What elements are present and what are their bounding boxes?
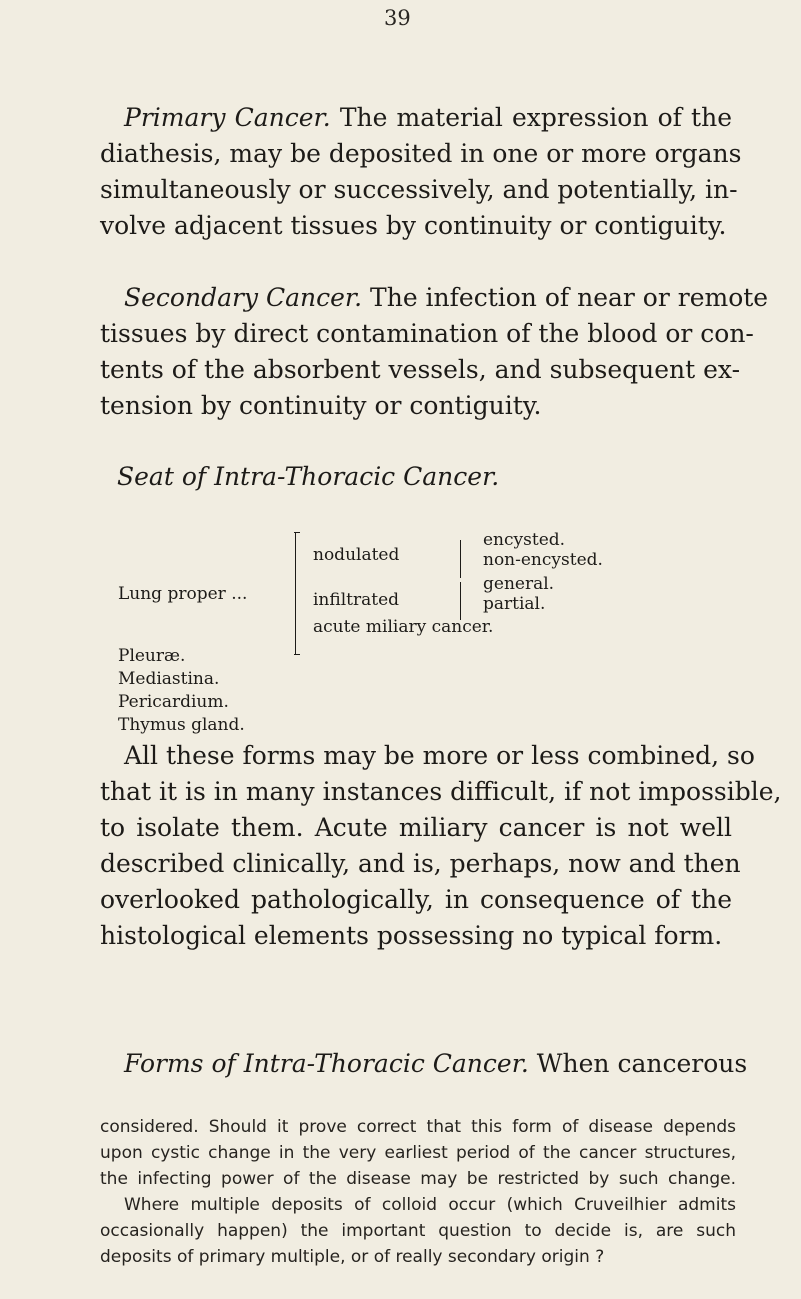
non-encysted-label: non-encysted. [483, 550, 603, 570]
lung-proper-label: Lung proper ... [118, 584, 248, 604]
site-item: Pericardium. [118, 692, 229, 712]
primary-cancer-paragraph [100, 100, 742, 244]
text-line: to isolate them. Acute miliary cancer is not well [100, 813, 732, 842]
text-line: Secondary Cancer. The infection of near or remote [124, 283, 769, 312]
site-item: Thymus gland. [118, 715, 245, 735]
primary-cancer-term: Primary Cancer. [124, 103, 331, 132]
combined-forms-paragraph [100, 738, 782, 954]
text-line: Where multiple deposits of colloid occur (which Cruveilhier admits [124, 1195, 736, 1215]
text-line: that it is in many instances difficult, if not impossible, [100, 777, 782, 806]
forms-paragraph [100, 1046, 748, 1082]
text-line: considered. Should it prove correct that this form of disease depends [100, 1117, 736, 1137]
text-line: histological elements possessing no typical form. [100, 921, 723, 950]
secondary-cancer-paragraph [100, 280, 769, 424]
text-line: Primary Cancer. The material expression of the [124, 103, 732, 132]
text-line: occasionally happen) the important question to decide is, are such [100, 1221, 736, 1241]
acute-miliary-label: acute miliary cancer. [313, 617, 494, 637]
left-brace [295, 532, 306, 655]
text-line: upon cystic change in the very earliest period of the cancer structures, [100, 1143, 736, 1163]
small-brace-1 [460, 540, 467, 578]
secondary-cancer-term: Secondary Cancer. [124, 283, 363, 312]
site-item: Mediastina. [118, 669, 220, 689]
nodulated-label: nodulated [313, 545, 400, 565]
general-label: general. [483, 574, 555, 594]
text-line: volve adjacent tissues by continuity or contiguity. [100, 211, 727, 240]
site-item: Pleuræ. [118, 646, 186, 666]
page-number: 39 [384, 6, 411, 30]
text-line: diathesis, may be deposited in one or more organs [100, 139, 742, 168]
text-line: overlooked pathologically, in consequence of the [100, 885, 732, 914]
text-line: Forms of Intra-Thoracic Cancer. When cancerous [124, 1049, 748, 1078]
text-line: simultaneously or successively, and potentially, in- [100, 175, 738, 204]
text-line: tissues by direct contamination of the blood or con- [100, 319, 754, 348]
infiltrated-label: infiltrated [313, 590, 400, 610]
text-line: tents of the absorbent vessels, and subsequent ex- [100, 355, 741, 384]
text-line: tension by continuity or contiguity. [100, 391, 542, 420]
forms-term: Forms of Intra-Thoracic Cancer. [124, 1049, 529, 1078]
small-brace-2 [460, 582, 467, 620]
text-line: deposits of primary multiple, or of really secondary origin ? [100, 1247, 605, 1267]
footnote-paragraph [100, 1114, 736, 1270]
seat-heading: Seat of Intra-Thoracic Cancer. [117, 462, 500, 491]
text-line: All these forms may be more or less combined, so [124, 741, 755, 770]
other-sites-list [118, 645, 245, 737]
partial-label: partial. [483, 594, 546, 614]
text-line: the infecting power of the disease may be restricted by such change. [100, 1169, 736, 1189]
text-line: described clinically, and is, perhaps, now and then [100, 849, 741, 878]
encysted-label: encysted. [483, 530, 566, 550]
